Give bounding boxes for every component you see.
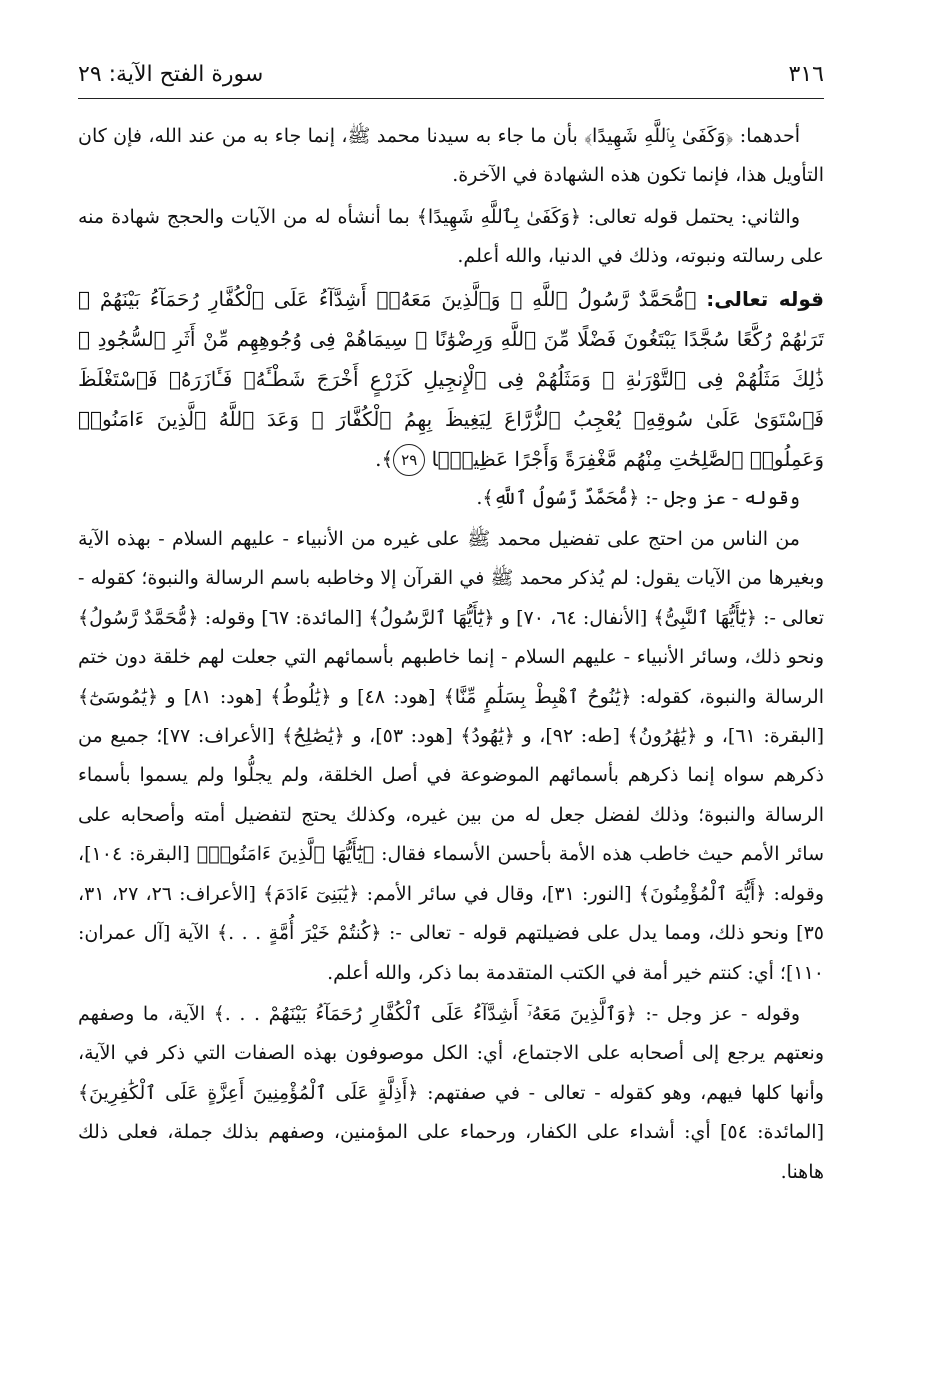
verse-label: قوله تعالى: <box>706 286 824 311</box>
ayah-number-marker: ٢٩ <box>393 444 425 476</box>
commentary-heading: وقوله - عز وجل -: ﴿مُّحَمَّدٌ رَّسُولُ ٱللَّهِ﴾. <box>476 486 800 509</box>
commentary-paragraph: من الناس من احتج على تفضيل محمد ﷺ على غيره من الأنبياء - عليهم السلام - بهذه الآية وبغيرها من الآيات يقول: لم يُذكر محمد ﷺ في القرآن إلا وخاطبه باسم الرسالة والنبوة؛ كقوله - تعالى -: ﴿يَٰٓأَيُّهَا ٱلنَّبِىُّ﴾ [الأنفال: ٦٤، ٧٠] و ﴿يَٰٓأَيُّهَا ٱلرَّسُولُ﴾ [المائدة: ٦٧] وقوله: ﴿مُّحَمَّدٌ رَّسُولُ﴾ ونحو ذلك، وسائر الأنبياء - عليهم السلام - إنما خاطبهم بأسمائهم التي جعلت لهم خلقة دون ختم الرسالة والنبوة، كقوله: ﴿يَٰنُوحُ ٱهْبِطْ بِسَلَٰمٍ مِّنَّا﴾ [هود: ٤٨] و ﴿يَٰلُوطُ﴾ [هود: ٨١] و ﴿يَٰمُوسَىٰٓ﴾ [البقرة: ٦١]، و ﴿يَٰهَٰرُونُ﴾ [طه: ٩٢]، و ﴿يَٰهُودُ﴾ [هود: ٥٣]، و ﴿يَٰصَٰلِحُ﴾ [الأعراف: ٧٧]؛ جميع من ذكرهم سواه إنما ذكرهم بأسمائهم الموضوعة في أصل الخلقة، ولم يجلُّوا ولم يسموا بأسماء الرسالة والنبوة؛ وذلك لفضل جعل له من بين غيره، وكذلك يحتج لتفضيل أمته وأصحابه على سائر الأمم حيث خاطب هذه الأمة بأحسن الأسماء فقال: ﴿يَٰٓأَيُّهَا ٱلَّذِينَ ءَامَنُوا۟﴾ [البقرة: ١٠٤]، وقوله: ﴿أَيُّهَ ٱلْمُؤْمِنُونَ﴾ [النور: ٣١]، وقال في سائر الأمم: ﴿يَٰبَنِىٓ ءَادَمَ﴾ [الأعراف: ٢٦، ٢٧، ٣١، ٣٥] ونحو ذلك، ومما يدل على فضيلتهم قوله - تعالى -: ﴿كُنتُمْ خَيْرَ أُمَّةٍ . . .﴾ الآية [آل عمران: ١١٠]؛ أي: كنتم خير أمة في الكتب المتقدمة بما ذكر، والله أعلم. <box>78 528 825 984</box>
paragraph-second-interpretation: والثاني: يحتمل قوله تعالى: ﴿وَكَفَىٰ بِٱللَّهِ شَهِيدًا﴾ بما أنشأه له من الآيات والحجج شهادة منه على رسالته ونبوته، وذلك في الدنيا، والله أعلم. <box>78 205 824 268</box>
commentary-paragraph: وقوله - عز وجل -: ﴿وَٱلَّذِينَ مَعَهُۥٓ أَشِدَّآءُ عَلَى ٱلْكُفَّارِ رُحَمَآءُ بَيْنَهُمْ . . .﴾ الآية، ما وصفهم ونعتهم يرجع إلى أصحابه على الاجتماع، أي: الكل موصوفون بهذه الصفات التي ذكر في الآية، وأنها كلها فيهم، وهو كقوله - تعالى - في صفتهم: ﴿أَذِلَّةٍ عَلَى ٱلْمُؤْمِنِينَ أَعِزَّةٍ عَلَى ٱلْكَٰفِرِينَ﴾ [المائدة: ٥٤] أي: أشداء على الكفار، ورحماء على المؤمنين، وصفهم بذلك جملة، فعلى ذلك هاهنا. <box>78 1002 824 1183</box>
surah-title: سورة الفتح الآية: ٢٩ <box>78 62 264 87</box>
page-number: ٣١٦ <box>788 62 824 87</box>
verse-closing: ﴾. <box>375 446 394 471</box>
book-page <box>78 58 824 1348</box>
verse-text: ﴿مُّحَمَّدٌ رَّسُولُ ٱللَّهِ ۚ وَٱلَّذِينَ مَعَهُۥٓ أَشِدَّآءُ عَلَى ٱلْكُفَّارِ رُحَمَآءُ بَيْنَهُمْ ۖ تَرَىٰهُمْ رُكَّعًا سُجَّدًا يَبْتَغُونَ فَضْلًا مِّنَ ٱللَّهِ وَرِضْوَٰنًا ۖ سِيمَاهُمْ فِى وُجُوهِهِم مِّنْ أَثَرِ ٱلسُّجُودِ ۚ ذَٰلِكَ مَثَلُهُمْ فِى ٱلتَّوْرَىٰةِ ۚ وَمَثَلُهُمْ فِى ٱلْإِنجِيلِ كَزَرْعٍ أَخْرَجَ شَطْـَٔهُۥ فَـَٔازَرَهُۥ فَٱسْتَغْلَظَ فَٱسْتَوَىٰ عَلَىٰ سُوقِهِۦ يُعْجِبُ ٱلزُّرَّاعَ لِيَغِيظَ بِهِمُ ٱلْكُفَّارَ ۗ وَعَدَ ٱللَّهُ ٱلَّذِينَ ءَامَنُوا۟ وَعَمِلُوا۟ ٱلصَّٰلِحَٰتِ مِنْهُم مَّغْفِرَةً وَأَجْرًا عَظِيمًۢا <box>78 286 824 471</box>
quran-verse <box>78 279 824 479</box>
page-body <box>78 99 824 1192</box>
paragraph-first-interpretation: أحدهما: ﴿وَكَفَىٰ بِٱللَّهِ شَهِيدًا﴾ بأن ما جاء به سيدنا محمد ﷺ، إنما جاء به من عند الله، فإن كان التأويل هذا، فإنما تكون هذه الشهادة في الآخرة. <box>78 125 824 187</box>
page-header <box>78 58 824 99</box>
